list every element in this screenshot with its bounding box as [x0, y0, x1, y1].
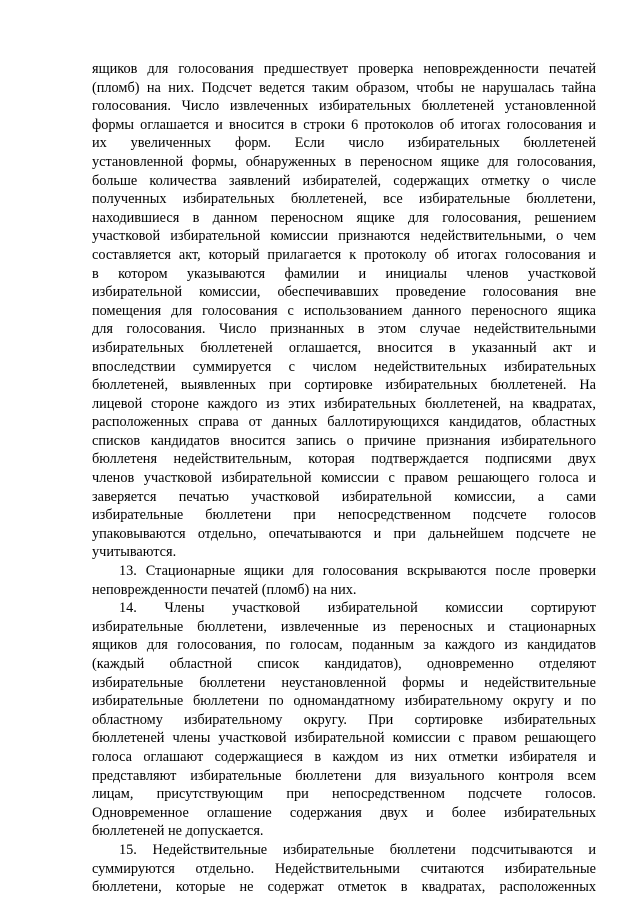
text-line: (пломб) на них. Подсчет ведется таким образом, чтобы не нарушалась тайна: [92, 79, 596, 96]
text-line: областному избирательному округу. При сортировке избирательных: [92, 711, 596, 728]
paragraph-14: [92, 599, 596, 841]
text-line: заверяется печатью участковой избирательной комиссии, а сами: [92, 488, 596, 505]
text-line: 13. Стационарные ящики для голосования вскрываются после проверки: [119, 563, 596, 580]
text-line: в котором указываются фамилии и инициалы членов участковой: [92, 265, 596, 282]
text-line: упаковываются отдельно, опечатываются и при дальнейшем подсчете не: [92, 525, 596, 542]
text-line: учитываются.: [92, 544, 177, 561]
text-line: бюллетеней члены участковой избирательной комиссии с правом решающего: [92, 730, 596, 747]
text-line: бюллетеней не допускается.: [92, 823, 264, 840]
text-line: избирательные бюллетени по одномандатному избирательному округу и по: [92, 693, 596, 710]
paragraph-13: [92, 562, 596, 599]
text-line: избирательные бюллетени при непосредственном подсчете голосов: [92, 507, 596, 524]
text-line: голосования. Число извлеченных избирательных бюллетеней установленной: [92, 98, 596, 115]
text-line: бюллетени, которые не содержат отметок в квадратах, расположенных: [92, 879, 596, 896]
text-line: голоса оглашают содержащиеся в каждом из них отметки избирателя и: [92, 748, 596, 765]
text-line: Одновременное оглашение содержания двух и более избирательных: [92, 804, 596, 821]
text-line: составляется акт, который прилагается к протоколу об итогах голосования и: [92, 246, 596, 263]
text-line: бюллетеней, выявленных при сортировке избирательных бюллетеней. На: [92, 377, 596, 394]
paragraph-continuation: [92, 60, 596, 562]
text-line: избирательные бюллетени неустановленной формы и недействительные: [92, 674, 596, 691]
text-line: формы оглашается и вносится в строки 6 протоколов об итогах голосования и: [92, 116, 596, 133]
text-line: помещения для голосования с использованием данного переносного ящика: [92, 302, 596, 319]
text-line: членов участковой избирательной комиссии с правом решающего голоса и: [92, 470, 596, 487]
text-line: избирательной комиссии, обеспечивавших проведение голосования вне: [92, 284, 596, 301]
text-line: расположенных справа от данных баллотирующихся кандидатов, областных: [92, 414, 596, 431]
text-line: избирательные бюллетени, извлеченные из переносных и стационарных: [92, 618, 596, 635]
text-line: ящиков для голосования предшествует проверка неповрежденности печатей: [92, 61, 596, 77]
text-line: для голосования. Число признанных в этом случае недействительными: [92, 321, 596, 338]
text-line: бюллетеня недействительным, которая подтверждается подписями двух: [92, 451, 596, 468]
text-line: их увеличенных форм. Если число избирательных бюллетеней: [92, 135, 596, 152]
text-line: полученных избирательных бюллетеней, все избирательные бюллетени,: [92, 191, 596, 208]
text-line: лицам, присутствующим при непосредственном подсчете голосов.: [92, 786, 596, 803]
text-line: суммируются отдельно. Недействительными считаются избирательные: [92, 860, 596, 877]
text-line: (каждый областной список кандидатов), одновременно отделяют: [92, 656, 596, 672]
text-line: списков кандидатов вносится запись о причине признания избирательного: [92, 432, 596, 449]
text-line: больше количества заявлений избирателей, содержащих отметку о числе: [92, 172, 596, 189]
paragraph-15: [92, 841, 596, 897]
text-line: впоследствии суммируется с числом недействительных избирательных: [92, 358, 596, 375]
text-line: установленной формы, обнаруженных в переносном ящике для голосования,: [92, 153, 596, 170]
text-line: участковой избирательной комиссии признаются недействительными, о чем: [92, 228, 596, 245]
text-line: ящиков для голосования, по голосам, поданным за каждого из кандидатов: [92, 637, 596, 654]
text-line: 14. Члены участковой избирательной комиссии сортируют: [119, 600, 596, 617]
text-line: избирательных бюллетеней оглашается, вносится в указанный акт и: [92, 339, 596, 356]
text-line: находившиеся в данном переносном ящике для голосования, решением: [92, 209, 596, 226]
text-line: неповрежденности печатей (пломб) на них.: [92, 581, 357, 598]
text-line: лицевой стороне каждого из этих избирательных бюллетеней, на квадратах,: [92, 395, 596, 412]
text-line: 15. Недействительные избирательные бюллетени подсчитываются и: [119, 841, 596, 858]
text-line: представляют избирательные бюллетени для визуального контроля всем: [92, 767, 596, 784]
document-body: [92, 60, 596, 897]
